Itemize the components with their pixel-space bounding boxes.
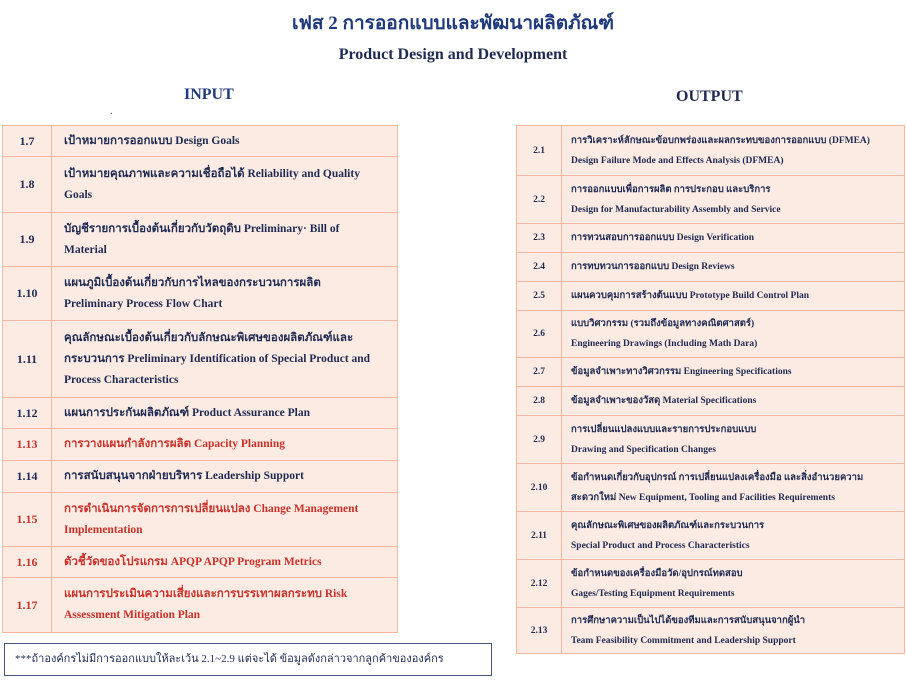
output-row — [517, 176, 905, 224]
output-row-text: ข้อมูลจำเพาะทางวิศวกรรม Engineering Specifications — [562, 358, 905, 387]
output-row — [517, 253, 905, 282]
input-row-text: บัญชีรายการเบื้องต้นเกี่ยวกับวัตถุดิบ Preliminary· Bill of Material — [52, 213, 398, 267]
output-row-number: 2.9 — [517, 416, 562, 464]
output-row — [517, 311, 905, 358]
output-heading: OUTPUT — [676, 88, 743, 105]
output-row-number: 2.4 — [517, 253, 562, 282]
output-row-text: การวิเคราะห์ลักษณะข้อบกพร่องและผลกระทบของการออกแบบ (DFMEA) Design Failure Mode and Effects Analysis (DFMEA) — [562, 126, 905, 176]
output-row-text: การเปลี่ยนแปลงแบบและรายการประกอบแบบ Drawing and Specification Changes — [562, 416, 905, 464]
input-row-number: 1.17 — [3, 578, 52, 633]
output-row-text: การออกแบบเพื่อการผลิต การประกอบ และบริการ Design for Manufacturability Assembly and Service — [562, 176, 905, 224]
input-table — [2, 125, 398, 633]
output-row-number: 2.3 — [517, 224, 562, 253]
output-row — [517, 560, 905, 608]
input-row-text: การวางแผนกำลังการผลิต Capacity Planning — [52, 429, 398, 461]
output-row — [517, 608, 905, 654]
output-row — [517, 224, 905, 253]
output-row — [517, 358, 905, 387]
input-row-text: เป้าหมายคุณภาพและความเชื่อถือได้ Reliability and Quality Goals — [52, 157, 398, 213]
input-row-text: การดำเนินการจัดการการเปลี่ยนแปลง Change Management Implementation — [52, 493, 398, 547]
input-row-number: 1.13 — [3, 429, 52, 461]
output-row-number: 2.2 — [517, 176, 562, 224]
input-row — [3, 267, 398, 321]
output-row-text: คุณลักษณะพิเศษของผลิตภัณฑ์และกระบวนการ Special Product and Process Characteristics — [562, 512, 905, 560]
output-row — [517, 282, 905, 311]
input-row-number: 1.11 — [3, 321, 52, 398]
input-heading: INPUT — [184, 86, 234, 103]
output-row-number: 2.12 — [517, 560, 562, 608]
output-row-text: การศึกษาความเป็นไปได้ของทีมและการสนับสนุนจากผู้นำ Team Feasibility Commitment and Leadership Support — [562, 608, 905, 654]
input-row-text: การสนับสนุนจากฝ่ายบริหาร Leadership Support — [52, 461, 398, 493]
input-row — [3, 398, 398, 429]
input-row-number: 1.15 — [3, 493, 52, 547]
page-title-thai: เฟส 2 การออกแบบและพัฒนาผลิตภัณฑ์ — [291, 13, 615, 34]
input-row-number: 1.7 — [3, 126, 52, 157]
input-row-number: 1.12 — [3, 398, 52, 429]
input-row — [3, 126, 398, 157]
output-row-number: 2.13 — [517, 608, 562, 654]
output-row-text: การทวนสอบการออกแบบ Design Verification — [562, 224, 905, 253]
footnote-box: ***ถ้าองค์กรไม่มีการออกแบบให้ละเว้น 2.1~2.9 แต่จะได้ ข้อมูลดังกล่าวจากลูกค้าขององค์กร — [4, 643, 492, 676]
output-row-number: 2.6 — [517, 311, 562, 358]
output-row — [517, 464, 905, 512]
output-row-number: 2.10 — [517, 464, 562, 512]
input-row-text: คุณลักษณะเบื้องต้นเกี่ยวกับลักษณะพิเศษของผลิตภัณฑ์และ กระบวนการ Preliminary Identification of Special Product and Process Characteristics — [52, 321, 398, 398]
input-row-number: 1.16 — [3, 547, 52, 578]
input-row-text: แผนการประเมินความเสี่ยงและการบรรเทาผลกระทบ Risk Assessment Mitigation Plan — [52, 578, 398, 633]
output-row — [517, 512, 905, 560]
input-row-text: ตัวชี้วัดของโปรแกรม APQP APQP Program Metrics — [52, 547, 398, 578]
input-row — [3, 157, 398, 213]
output-row-text: ข้อกำหนดของเครื่องมือวัด/อุปกรณ์ทดสอบ Gages/Testing Equipment Requirements — [562, 560, 905, 608]
output-table — [516, 125, 905, 654]
output-row — [517, 126, 905, 176]
input-row-text: แผนภูมิเบื้องต้นเกี่ยวกับการไหลของกระบวนการผลิต Preliminary Process Flow Chart — [52, 267, 398, 321]
input-row — [3, 493, 398, 547]
input-row — [3, 213, 398, 267]
input-row-number: 1.10 — [3, 267, 52, 321]
input-row — [3, 547, 398, 578]
output-row-text: แบบวิศวกรรม (รวมถึงข้อมูลทางคณิตศาสตร์) Engineering Drawings (Including Math Dara) — [562, 311, 905, 358]
input-row-text: เป้าหมายการออกแบบ Design Goals — [52, 126, 398, 157]
input-row — [3, 321, 398, 398]
output-row-text: ข้อกำหนดเกี่ยวกับอุปกรณ์ การเปลี่ยนแปลงเครื่องมือ และสิ่งอำนวยความ สะดวกใหม่ New Equipment, Tooling and Facilities Requirements — [562, 464, 905, 512]
input-row-number: 1.8 — [3, 157, 52, 213]
input-row — [3, 461, 398, 493]
output-row-number: 2.5 — [517, 282, 562, 311]
input-row-number: 1.14 — [3, 461, 52, 493]
output-row-number: 2.8 — [517, 387, 562, 416]
stray-dot: . — [110, 106, 113, 117]
output-row-number: 2.1 — [517, 126, 562, 176]
output-row — [517, 387, 905, 416]
input-row-number: 1.9 — [3, 213, 52, 267]
input-row — [3, 578, 398, 633]
output-row-text: การทบทวนการออกแบบ Design Reviews — [562, 253, 905, 282]
output-row-number: 2.7 — [517, 358, 562, 387]
page-title-english: Product Design and Development — [338, 46, 568, 63]
input-row-text: แผนการประกันผลิตภัณฑ์ Product Assurance Plan — [52, 398, 398, 429]
output-row-text: ข้อมูลจำเพาะของวัสดุ Material Specifications — [562, 387, 905, 416]
output-row-number: 2.11 — [517, 512, 562, 560]
input-row — [3, 429, 398, 461]
output-row-text: แผนควบคุมการสร้างต้นแบบ Prototype Build Control Plan — [562, 282, 905, 311]
output-row — [517, 416, 905, 464]
